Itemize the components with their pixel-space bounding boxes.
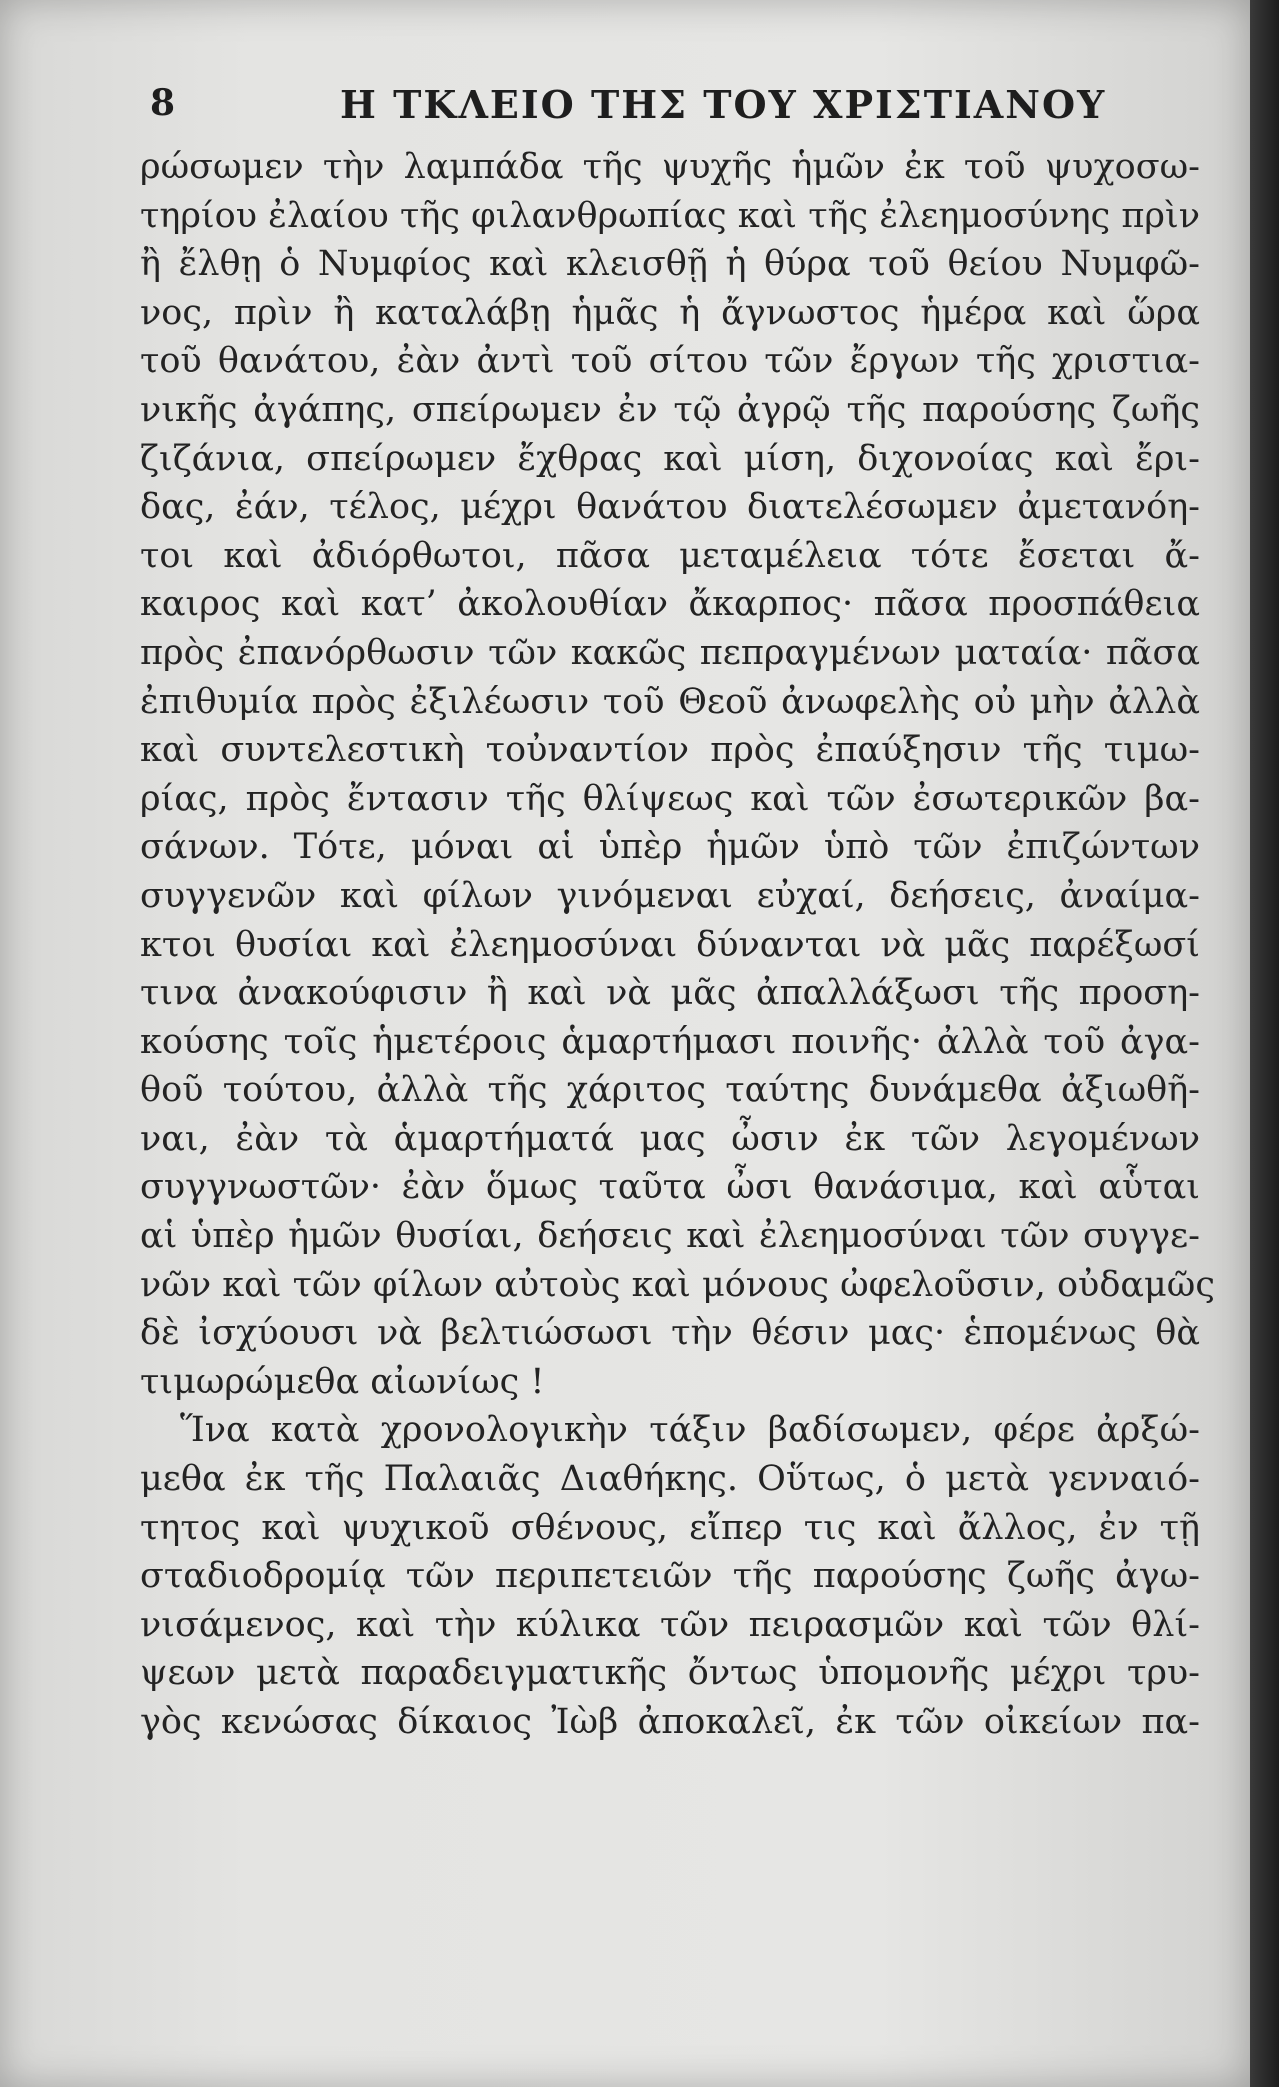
- paragraph-start-line: Ἵνα κατὰ χρονολογικὴν τάξιν βαδίσωμεν, φέρε ἀρξώ-: [180, 1410, 1200, 1451]
- text-line: κτοι θυσίαι καὶ ἐλεημοσύναι δύνανται νὰ μᾶς παρέξωσί: [140, 924, 1200, 965]
- text-line: ναι, ἐὰν τὰ ἁμαρτήματά μας ὦσιν ἐκ τῶν λεγομένων: [140, 1118, 1200, 1159]
- text-line: κούσης τοῖς ἡμετέροις ἁμαρτήμασι ποινῆς· ἀλλὰ τοῦ ἀγα-: [140, 1021, 1200, 1062]
- text-line: αἱ ὑπὲρ ἡμῶν θυσίαι, δεήσεις καὶ ἐλεημοσύναι τῶν συγγε-: [140, 1216, 1200, 1257]
- text-line: ἐπιθυμία πρὸς ἐξιλέωσιν τοῦ Θεοῦ ἀνωφελὴς οὐ μὴν ἀλλὰ: [140, 681, 1200, 722]
- text-line: πρὸς ἐπανόρθωσιν τῶν κακῶς πεπραγμένων ματαία· πᾶσα: [140, 632, 1200, 673]
- text-line: ζιζάνια, σπείρωμεν ἔχθρας καὶ μίση, διχονοίας καὶ ἔρι-: [140, 438, 1200, 479]
- page-header: [150, 82, 1210, 142]
- text-line: ρίας, πρὸς ἔντασιν τῆς θλίψεως καὶ τῶν ἐσωτερικῶν βα-: [140, 778, 1200, 819]
- text-line: νῶν καὶ τῶν φίλων αὐτοὺς καὶ μόνους ὠφελοῦσιν, οὐδαμῶς: [140, 1264, 1215, 1305]
- text-line: καιρος καὶ κατ’ ἀκολουθίαν ἄκαρπος· πᾶσα προσπάθεια: [140, 584, 1200, 625]
- book-spine-shadow: [1250, 0, 1279, 2087]
- text-line: νος, πρὶν ἢ καταλάβῃ ἡμᾶς ἡ ἄγνωστος ἡμέρα καὶ ὥρα: [140, 292, 1200, 333]
- text-line: συγγενῶν καὶ φίλων γινόμεναι εὐχαί, δεήσεις, ἀναίμα-: [140, 875, 1200, 916]
- text-line: καὶ συντελεστικὴ τοὐναντίον πρὸς ἐπαύξησιν τῆς τιμω-: [140, 730, 1200, 771]
- text-line: νικῆς ἀγάπης, σπείρωμεν ἐν τῷ ἀγρῷ τῆς παρούσης ζωῆς: [140, 389, 1200, 430]
- paragraph-end-line: τιμωρώμεθα αἰωνίως !: [140, 1361, 545, 1402]
- text-line: ρώσωμεν τὴν λαμπάδα τῆς ψυχῆς ἡμῶν ἐκ τοῦ ψυχοσω-: [140, 147, 1200, 187]
- text-line: γὸς κενώσας δίκαιος Ἰὼβ ἀποκαλεῖ, ἐκ τῶν οἰκείων πα-: [140, 1702, 1200, 1742]
- text-line: συγγνωστῶν· ἐὰν ὅμως ταῦτα ὦσι θανάσιμα, καὶ αὗται: [140, 1167, 1200, 1208]
- text-line: τοι καὶ ἀδιόρθωτοι, πᾶσα μεταμέλεια τότε ἔσεται ἄ-: [140, 535, 1200, 576]
- text-line: τινα ἀνακούφισιν ἢ καὶ νὰ μᾶς ἀπαλλάξωσι τῆς προση-: [140, 973, 1200, 1014]
- text-line: σταδιοδρομίᾳ τῶν περιπετειῶν τῆς παρούσης ζωῆς ἀγω-: [140, 1556, 1200, 1597]
- text-line: νισάμενος, καὶ τὴν κύλικα τῶν πειρασμῶν καὶ τῶν θλί-: [140, 1604, 1200, 1645]
- text-line: ψεων μετὰ παραδειγματικῆς ὄντως ὑπομονῆς μέχρι τρυ-: [140, 1653, 1200, 1694]
- text-line: δὲ ἰσχύουσι νὰ βελτιώσωσι τὴν θέσιν μας· ἑπομένως θὰ: [140, 1313, 1200, 1354]
- text-line: δας, ἐάν, τέλος, μέχρι θανάτου διατελέσωμεν ἀμετανόη-: [140, 487, 1200, 528]
- text-line: τοῦ θανάτου, ἐὰν ἀντὶ τοῦ σίτου τῶν ἔργων τῆς χριστια-: [140, 341, 1200, 382]
- text-line: θοῦ τούτου, ἀλλὰ τῆς χάριτος ταύτης δυνάμεθα ἀξιωθῆ-: [140, 1070, 1200, 1111]
- page-number: 8: [150, 82, 176, 124]
- running-head: Η ΤΚΛΕΙΟ ΤΗΣ ΤΟΥ ΧΡΙΣΤΙΑΝΟΥ: [340, 82, 1107, 127]
- body-text: [140, 143, 1215, 1747]
- text-line: σάνων. Τότε, μόναι αἱ ὑπὲρ ἡμῶν ὑπὸ τῶν ἐπιζώντων: [140, 827, 1200, 868]
- text-line: ἢ ἔλθῃ ὁ Νυμφίος καὶ κλεισθῇ ἡ θύρα τοῦ θείου Νυμφῶ-: [140, 244, 1200, 285]
- text-line: μεθα ἐκ τῆς Παλαιᾶς Διαθήκης. Οὕτως, ὁ μετὰ γενναιό-: [140, 1459, 1200, 1500]
- text-line: τηρίου ἐλαίου τῆς φιλανθρωπίας καὶ τῆς ἐλεημοσύνης πρὶν: [140, 195, 1200, 236]
- text-line: τητος καὶ ψυχικοῦ σθένους, εἴπερ τις καὶ ἄλλος, ἐν τῇ: [140, 1507, 1200, 1548]
